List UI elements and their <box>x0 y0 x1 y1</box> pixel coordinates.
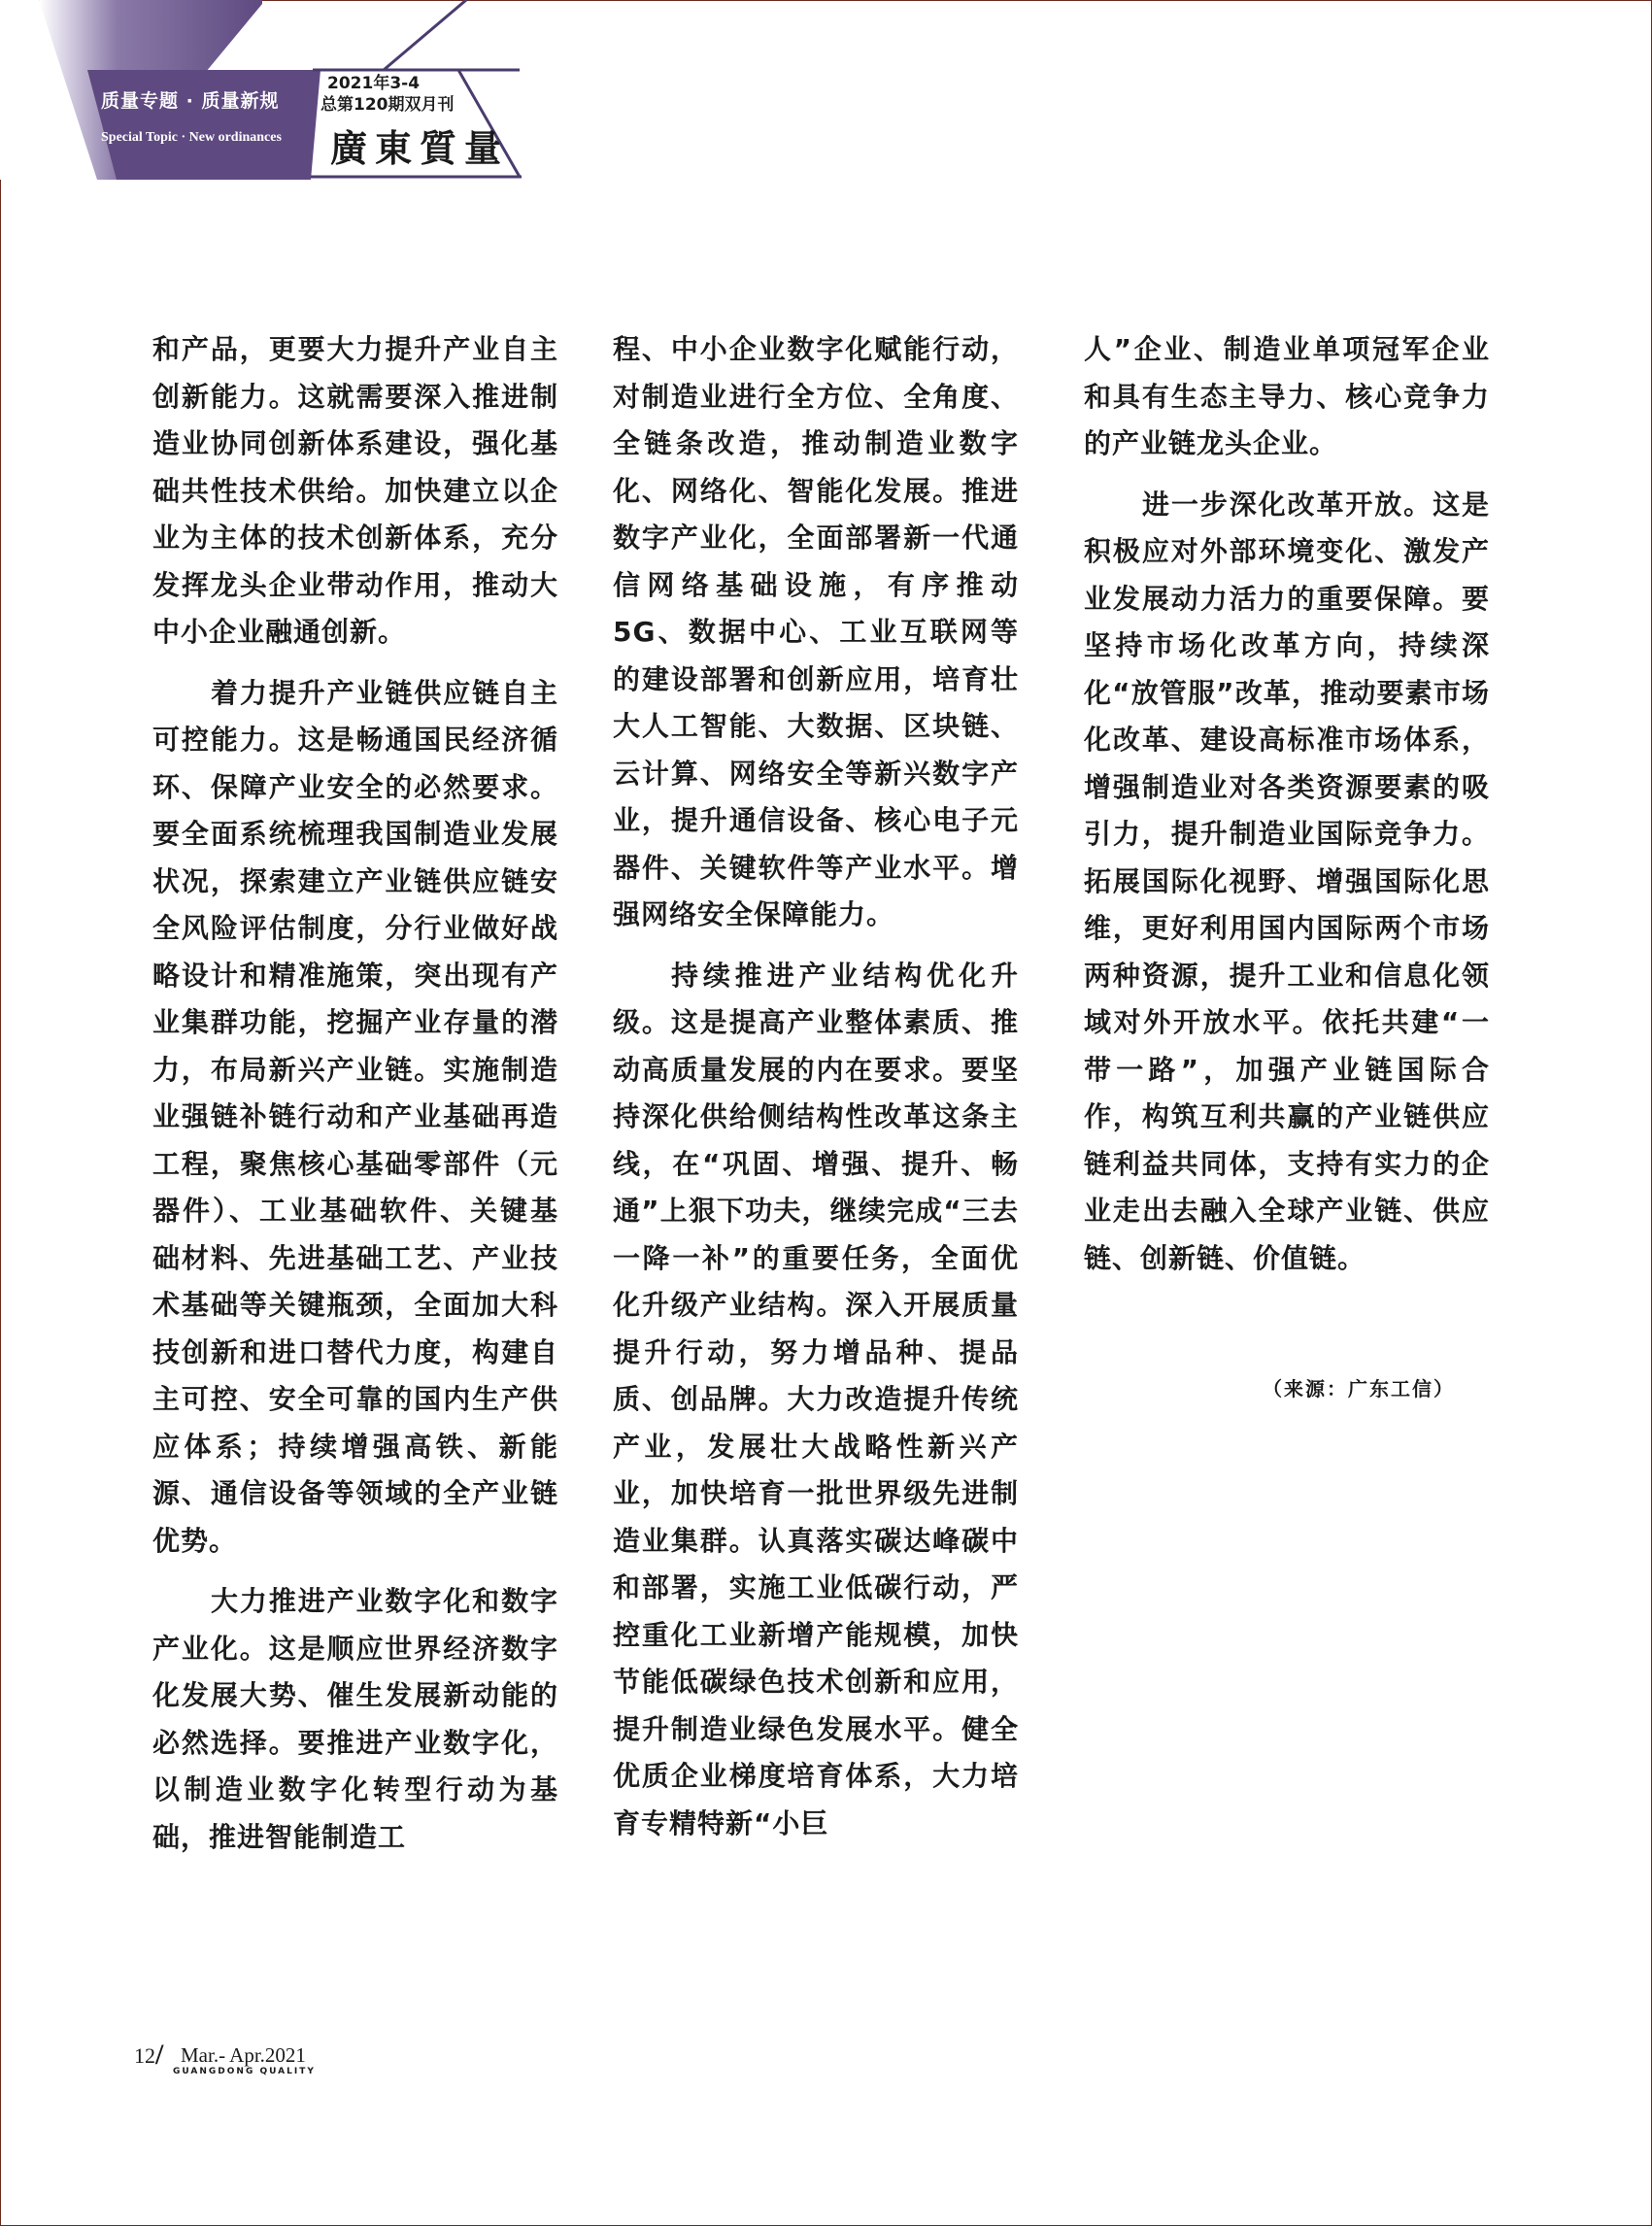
issue-number: 总第120期双月刊 <box>320 95 455 115</box>
paragraph: 程、中小企业数字化赋能行动，对制造业进行全方位、全角度、全链条改造，推动制造业数字化、网络化、智能化发展。推进数字产业化，全面部署新一代通信网络基础设施，有序推动5G、数据中心、工业互联网等的建设部署和创新应用，培育壮大人工智能、大数据、区块链、云计算、网络安全等新兴数字产业，提升通信设备、核心电子元器件、关键软件等产业水平。增强网络安全保障能力。 <box>613 333 1019 930</box>
footer-issue: Mar.- Apr.2021 <box>181 2043 306 2067</box>
text-column-1 <box>152 326 558 1861</box>
paragraph: 人”企业、制造业单项冠军企业和具有生态主导力、核心竞争力的产业链龙头企业。 <box>1084 333 1490 459</box>
footer-slash: / <box>155 2039 164 2071</box>
paragraph: 进一步深化改革开放。这是积极应对外部环境变化、激发产业发展动力活力的重要保障。要坚持市场化改革方向，持续深化“放管服”改革，推动要素市场化改革、建设高标准市场体系，增强制造业对各类资源要素的吸引力，提升制造业国际竞争力。拓展国际化视野、增强国际化思维，更好利用国内国际两个市场两种资源，提升工业和信息化领域对外开放水平。依托共建“一带一路”，加强产业链国际合作，构筑互利共赢的产业链供应链利益共同体，支持有实力的企业走出去融入全球产业链、供应链、创新链、价值链。 <box>1084 488 1490 1274</box>
footer-magazine-name: GUANGDONG QUALITY <box>173 2067 316 2076</box>
text-column-3 <box>1084 326 1490 1282</box>
paragraph: 和产品，更要大力提升产业自主创新能力。这就需要深入推进制造业协同创新体系建设，强化基础共性技术供给。加快建立以企业为主体的技术创新体系，充分发挥龙头企业带动作用，推动大中小企业融通创新。 <box>152 333 558 648</box>
section-title-cn: 质量专题 · 质量新规 <box>101 90 280 112</box>
article-source: （来源：广东工信） <box>1263 1377 1455 1400</box>
text-column-2 <box>613 326 1019 1847</box>
page-number: 12 <box>134 2043 155 2068</box>
paragraph: 着力提升产业链供应链自主可控能力。这是畅通国民经济循环、保障产业安全的必然要求。要全面系统梳理我国制造业发展状况，探索建立产业链供应链安全风险评估制度，分行业做好战略设计和精准施策，突出现有产业集群功能，挖掘产业存量的潜力，布局新兴产业链。实施制造业强链补链行动和产业基础再造工程，聚焦核心基础零部件（元器件）、工业基础软件、关键基础材料、先进基础工艺、产业技术基础等关键瓶颈，全面加大科技创新和进口替代力度，构建自主可控、安全可靠的国内生产供应体系；持续增强高铁、新能源、通信设备等领域的全产业链优势。 <box>152 676 558 1557</box>
issue-date: 2021年3-4 <box>327 74 421 93</box>
paragraph: 大力推进产业数字化和数字产业化。这是顺应世界经济数字化发展大势、催生发展新动能的必然选择。要推进产业数字化，以制造业数字化转型行动为基础，推进智能制造工 <box>152 1585 558 1853</box>
section-title-en: Special Topic · New ordinances <box>101 130 282 145</box>
banner-diagonal-rule <box>384 0 466 70</box>
paragraph: 持续推进产业结构优化升级。这是提高产业整体素质、推动高质量发展的内在要求。要坚持深化供给侧结构性改革这条主线，在“巩固、增强、提升、畅通”上狠下功夫，继续完成“三去一降一补”的重要任务，全面优化升级产业结构。深入开展质量提升行动，努力增品种、提品质、创品牌。大力改造提升传统产业，发展壮大战略性新兴产业，加快培育一批世界级先进制造业集群。认真落实碳达峰碳中和部署，实施工业低碳行动，严控重化工业新增产能规模，加快节能低碳绿色技术创新和应用，提升制造业绿色发展水平。健全优质企业梯度培育体系，大力培育专精特新“小巨 <box>613 959 1019 1839</box>
header-banner <box>0 0 544 180</box>
magazine-masthead: 廣東質量 <box>330 126 510 170</box>
